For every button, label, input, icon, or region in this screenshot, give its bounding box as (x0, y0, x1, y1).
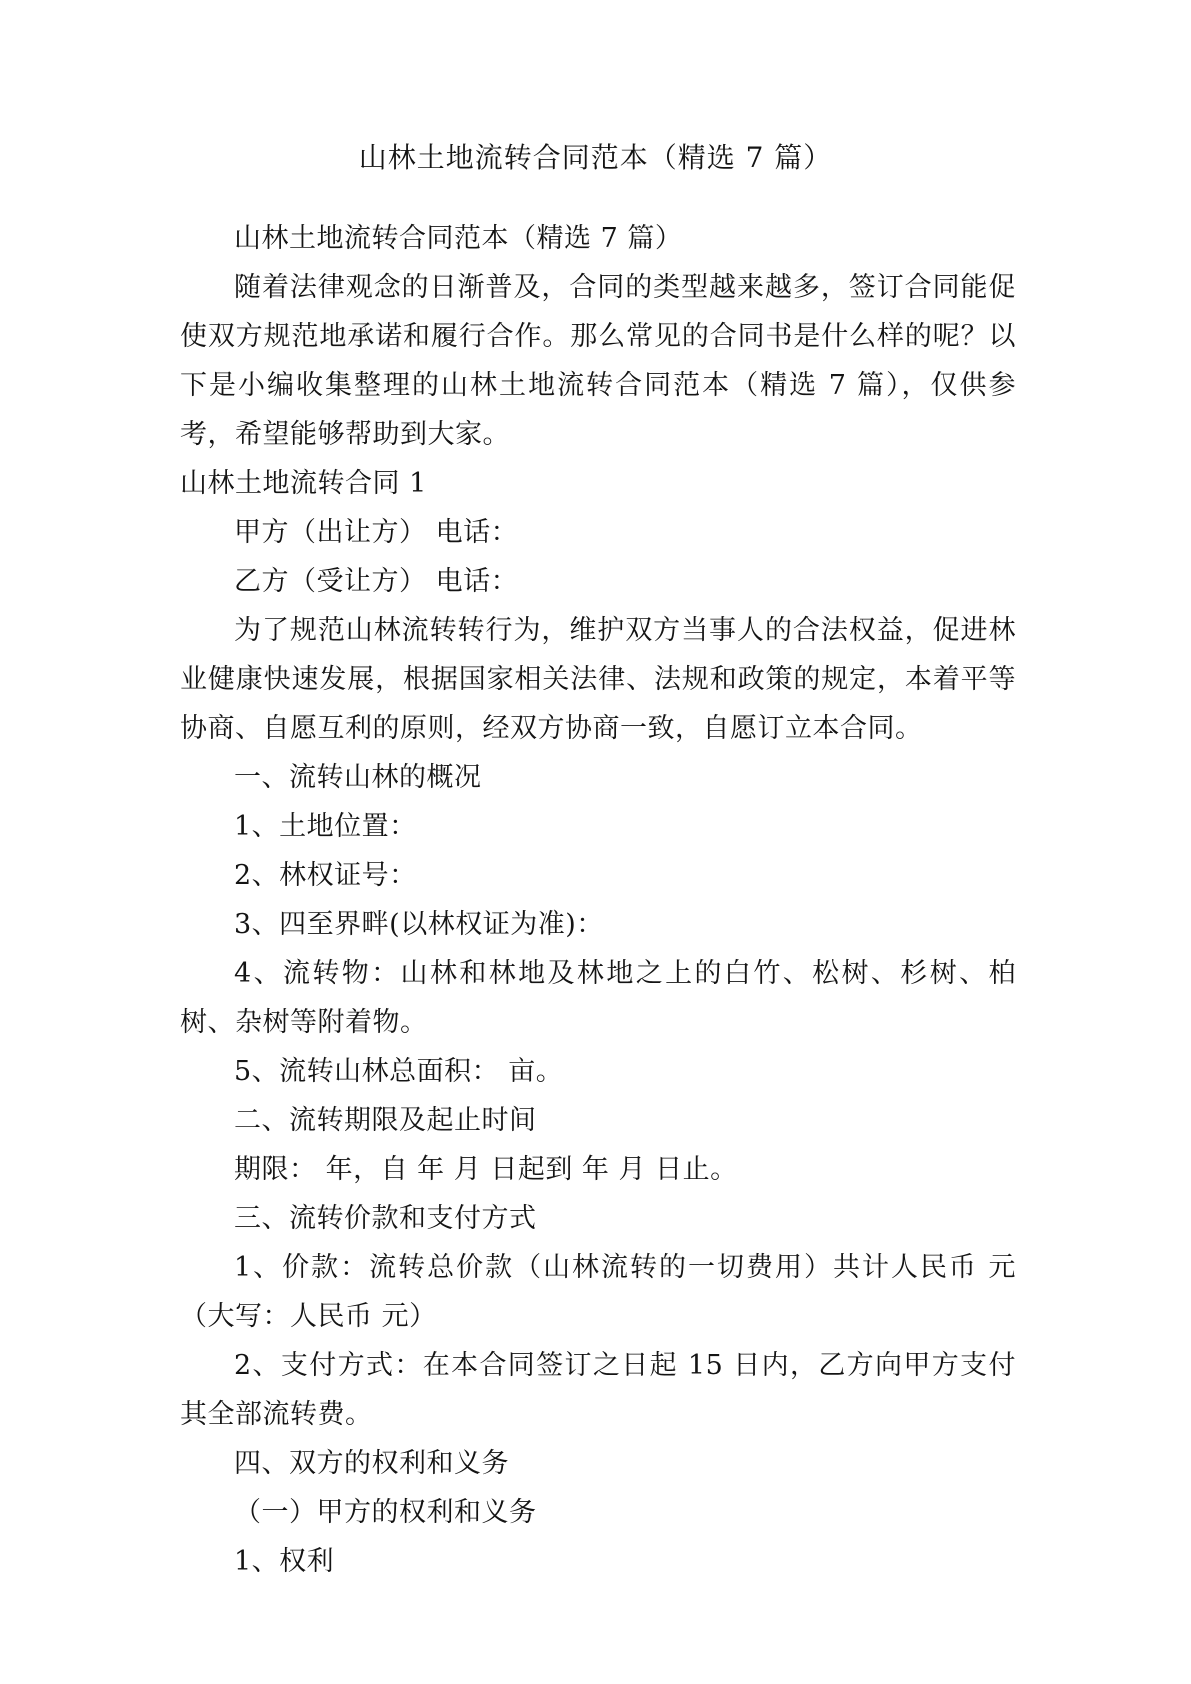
clause-item: 2、林权证号： (234, 860, 417, 891)
clause-item: 1、权利 (234, 1546, 335, 1577)
party-a-line: 甲方（出让方） 电话： (234, 517, 519, 548)
paragraph-intro: 随着法律观念的日渐普及，合同的类型越来越多，签订合同能促使双方规范地承诺和履行合作。那么常见的合同书是什么样的呢？以下是小编收集整理的山林土地流转合同范本（精选 7 篇），仅供参考，希望能够帮助到大家。 (180, 272, 1016, 450)
document-body (180, 214, 1016, 1586)
clause-heading-3: 三、流转价款和支付方式 (234, 1203, 537, 1234)
clause-item: 期限： 年，自 年 月 日起到 年 月 日止。 (234, 1154, 738, 1185)
sub-clause-heading: （一）甲方的权利和义务 (234, 1497, 537, 1528)
paragraph-subtitle: 山林土地流转合同范本（精选 7 篇） (234, 223, 683, 254)
clause-heading-2: 二、流转期限及起止时间 (234, 1105, 537, 1136)
clause-item: 1、土地位置： (234, 811, 417, 842)
party-b-line: 乙方（受让方） 电话： (234, 566, 519, 597)
clause-item: 2、支付方式：在本合同签订之日起 15 日内，乙方向甲方支付其全部流转费。 (180, 1350, 1016, 1430)
section-heading-contract-1: 山林土地流转合同 1 (180, 468, 427, 499)
clause-item: 3、四至界畔(以林权证为准)： (234, 909, 604, 940)
document-title: 山林土地流转合同范本（精选 7 篇） (358, 141, 833, 174)
clause-heading-4: 四、双方的权利和义务 (234, 1448, 509, 1479)
paragraph-preamble: 为了规范山林流转转行为，维护双方当事人的合法权益，促进林业健康快速发展，根据国家相关法律、法规和政策的规定，本着平等协商、自愿互利的原则，经双方协商一致，自愿订立本合同。 (180, 615, 1016, 744)
clause-heading-1: 一、流转山林的概况 (234, 762, 482, 793)
clause-item: 1、价款：流转总价款（山林流转的一切费用）共计人民币 元（大写：人民币 元） (180, 1252, 1016, 1332)
clause-item: 5、流转山林总面积： 亩。 (234, 1056, 564, 1087)
clause-item: 4、流转物：山林和林地及林地之上的白竹、松树、杉树、柏树、杂树等附着物。 (180, 958, 1016, 1038)
